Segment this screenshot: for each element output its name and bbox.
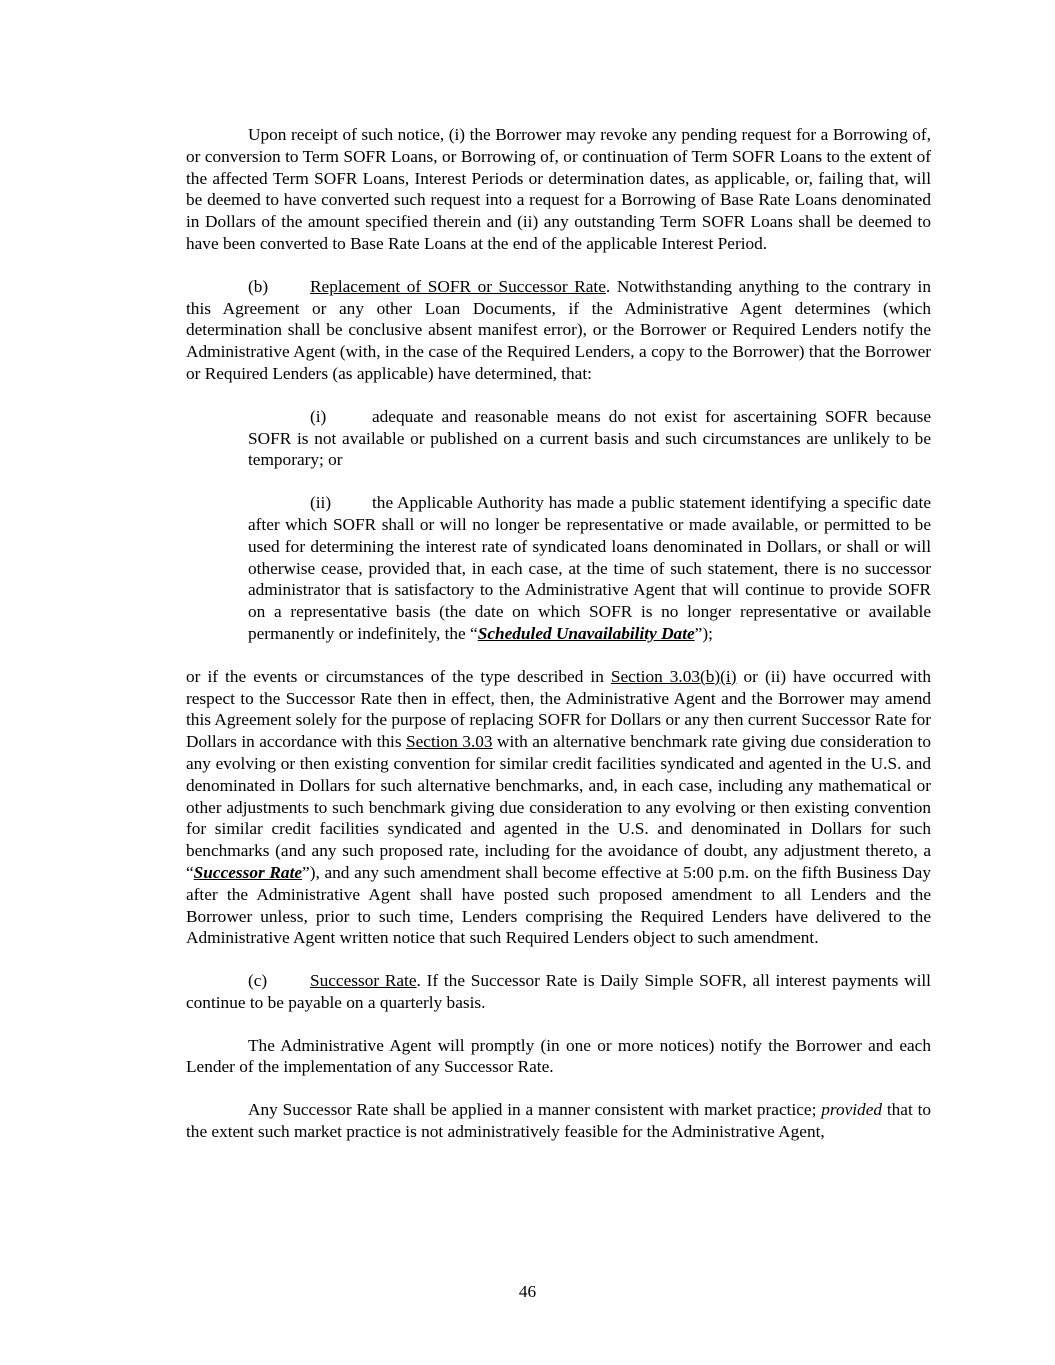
- clause-ii-label: (ii): [310, 493, 332, 513]
- paragraph-text: or (ii) have occurred with respect to the Successor Rate then in effect, then, the Administrative Agent and the Borrower may amend this Agreement solely for the purpose of replacing SOFR for Dollars or any then current Successor Rate for Dollars in accordance with this: [186, 666, 931, 752]
- clause-i-text: adequate and reasonable means do not exist for ascertaining SOFR because SOFR is not available or published on a current basis and such circumstances are unlikely to be temporary; or: [248, 406, 931, 470]
- section-c-paragraph: [186, 970, 931, 1014]
- section-b-text: Notwithstanding anything to the contrary in this Agreement or any other Loan Documents, if the Administrative Agent determines (which determination shall be conclusive absent manifest error), or the Borrower or Required Lenders notify the Administrative Agent (with, in the case of the Required Lenders, a copy to the Borrower) that the Borrower or Required Lenders (as applicable) have determined, that:: [186, 276, 931, 383]
- clause-ii-text-end: ”);: [694, 623, 713, 643]
- paragraph-notice-receipt: [186, 124, 931, 255]
- section-c-heading-period: .: [416, 971, 421, 991]
- section-b-label: (b): [248, 276, 269, 296]
- paragraph-text: Upon receipt of such notice, (i) the Borrower may revoke any pending request for a Borrowing of, or conversion to Term SOFR Loans, or Borrowing of, or continuation of Term SOFR Loans to the extent of the affected Term SOFR Loans, Interest Periods or determination dates, as applicable, or, failing that, will be deemed to have converted such request into a request for a Borrowing of Base Rate Loans denominated in Dollars of the amount specified therein and (ii) any outstanding Term SOFR Loans shall be deemed to have been converted to Base Rate Loans at the end of the applicable Interest Period.: [186, 125, 931, 253]
- section-c-label: (c): [248, 971, 268, 991]
- paragraph-text: with an alternative benchmark rate giving due consideration to any evolving or then existing convention for similar credit facilities syndicated and agented in the U.S. and denominated in Dollars for such alternative benchmarks, and, in each case, including any mathematical or other adjustments to such benchmark giving due consideration to any evolving or then existing convention for similar credit facilities syndicated and agented in the U.S. and denominated in Dollars for such benchmarks (and any such proposed rate, including for the avoidance of doubt, any adjustment thereto, a “: [186, 732, 931, 882]
- defined-term-successor-rate: Successor Rate: [193, 862, 303, 882]
- section-b-paragraph: [186, 276, 931, 385]
- paragraph-text: that to the extent such market practice is not administratively feasible for the Administrative Agent,: [186, 1100, 932, 1142]
- clause-i-label: (i): [310, 406, 327, 426]
- paragraph-text: or if the events or circumstances of the type described in: [186, 666, 611, 686]
- section-b-heading-period: .: [605, 276, 611, 296]
- page-number: 46: [518, 1282, 537, 1301]
- section-b-heading: Replacement of SOFR or Successor Rate: [310, 276, 606, 296]
- section-reference-3-03: Section 3.03: [406, 732, 493, 752]
- paragraph-market-practice: [186, 1099, 931, 1143]
- clause-ii-text: the Applicable Authority has made a public statement identifying a specific date after which SOFR shall or will no longer be representative or made available, or permitted to be used for determining the interest rate of syndicated loans denominated in Dollars, or shall or will otherwise cease, provided that, in each case, at the time of such statement, there is no successor administrator that is satisfactory to the Administrative Agent that will continue to provide SOFR on a representative basis (the date on which SOFR is no longer representative or available permanently or indefinitely, the “: [248, 493, 931, 643]
- defined-term-scheduled-unavailability-date: Scheduled Unavailability Date: [477, 623, 695, 643]
- section-c-heading: Successor Rate: [310, 971, 417, 991]
- paragraph-notify-lenders: [186, 1035, 931, 1079]
- paragraph-successor-rate-amendment: [186, 666, 931, 949]
- paragraph-text: Any Successor Rate shall be applied in a manner consistent with market practice;: [248, 1100, 822, 1120]
- section-reference-3-03-b-i: Section 3.03(b)(i): [610, 666, 737, 686]
- emphasis-provided: provided: [821, 1100, 883, 1120]
- clause-i: [248, 406, 931, 471]
- document-page: [186, 124, 931, 1164]
- clause-ii: [248, 492, 931, 645]
- paragraph-text: The Administrative Agent will promptly (in one or more notices) notify the Borrower and each Lender of the implementation of any Successor Rate.: [186, 1035, 931, 1077]
- paragraph-text: ”), and any such amendment shall become effective at 5:00 p.m. on the fifth Business Day after the Administrative Agent shall have posted such proposed amendment to all Lenders and the Borrower unless, prior to such time, Lenders comprising the Required Lenders have delivered to the Administrative Agent written notice that such Required Lenders object to such amendment.: [186, 862, 931, 948]
- section-c-text: If the Successor Rate is Daily Simple SOFR, all interest payments will continue to be payable on a quarterly basis.: [186, 971, 931, 1012]
